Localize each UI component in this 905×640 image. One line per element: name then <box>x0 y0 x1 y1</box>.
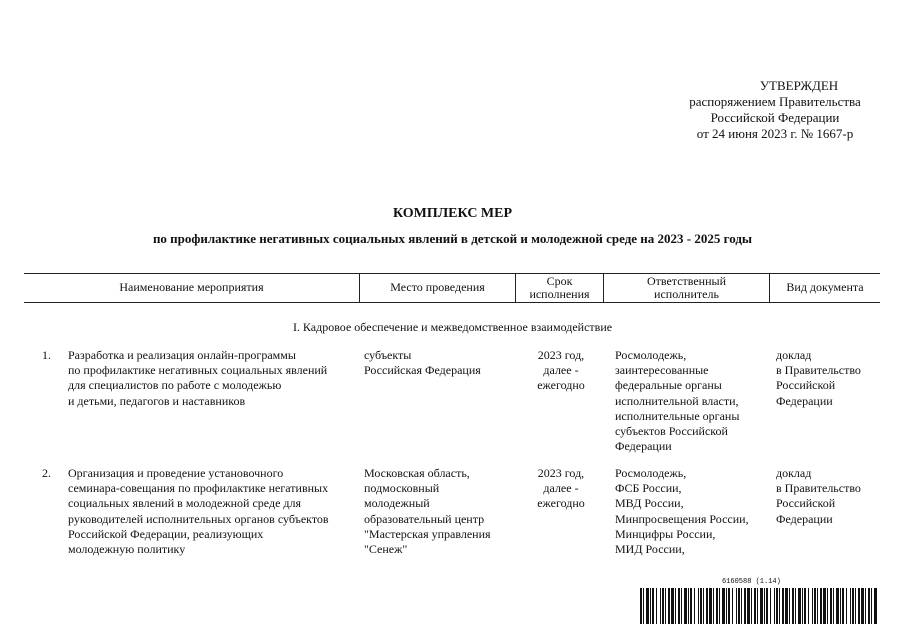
table-header-bottom-border <box>24 302 880 303</box>
barcode-bar <box>770 588 771 624</box>
barcode-bar <box>681 588 682 624</box>
barcode-bar <box>694 588 695 624</box>
barcode-bar <box>779 588 780 624</box>
barcode-bar <box>868 588 870 624</box>
barcode-bar <box>861 588 864 624</box>
barcode-bar <box>703 588 704 624</box>
barcode-bar <box>757 588 758 624</box>
document-subtitle: по профилактике негативных социальных явлений в детской и молодежной среде на 2023 - 2025 годы <box>152 231 753 246</box>
barcode-bar <box>802 588 803 624</box>
barcode-bar <box>684 588 687 624</box>
row-term: 2023 год, далее - ежегодно <box>537 348 585 393</box>
barcode-bar <box>846 588 847 624</box>
header-name: Наименование мероприятия <box>119 280 264 294</box>
barcode-bar <box>798 588 801 624</box>
approval-line-2: распоряжением Правительства <box>689 94 861 109</box>
barcode-bar <box>652 588 654 624</box>
barcode-bar <box>760 588 763 624</box>
barcode-bar <box>795 588 796 624</box>
barcode-bar <box>852 588 854 624</box>
barcode-bar <box>747 588 750 624</box>
barcode-bar <box>668 588 670 624</box>
barcode-bar <box>789 588 790 624</box>
barcode-bar <box>738 588 740 624</box>
barcode-bar <box>836 588 839 624</box>
barcode-bar <box>675 588 676 624</box>
barcode-bar <box>688 588 689 624</box>
barcode-number: 6160588 (1.14) <box>722 578 781 586</box>
header-responsible: Ответственный исполнитель <box>646 273 727 301</box>
barcode-bar <box>833 588 834 624</box>
barcode-bar <box>646 588 649 624</box>
row-number: 1. <box>42 348 51 362</box>
row-responsible: Росмолодежь, заинтересованные федеральные органы исполнительной власти, исполнительные органы субъектов Российской Федерации <box>615 348 740 454</box>
barcode-bar <box>700 588 702 624</box>
barcode-bar <box>706 588 708 624</box>
barcode-bar <box>732 588 733 624</box>
approval-title: УТВЕРЖДЕН <box>759 78 839 93</box>
row-term: 2023 год, далее - ежегодно <box>537 466 585 511</box>
barcode-bar <box>764 588 765 624</box>
barcode-bar <box>817 588 818 624</box>
barcode-bar <box>776 588 778 624</box>
barcode-bar <box>678 588 680 624</box>
approval-line-3: Российской Федерации <box>710 110 840 125</box>
barcode-bar <box>751 588 752 624</box>
barcode-bar <box>840 588 841 624</box>
row-place: субъекты Российская Федерация <box>364 348 481 378</box>
barcode-bar <box>741 588 742 624</box>
barcode-bar <box>643 588 644 624</box>
barcode-bar <box>808 588 809 624</box>
barcode-bar <box>871 588 872 624</box>
barcode-bar <box>660 588 661 624</box>
barcode-bar <box>640 588 642 624</box>
barcode-bar <box>850 588 851 624</box>
approval-block <box>660 78 890 142</box>
header-place: Место проведения <box>390 280 485 294</box>
row-name: Разработка и реализация онлайн-программы по профилактике негативных социальных явлений для специалистов по работе с молодежью и детьми, педагогов и наставников <box>68 348 328 408</box>
barcode-bar <box>874 588 877 624</box>
row-number: 2. <box>42 466 51 480</box>
barcode-bar <box>662 588 664 624</box>
barcode-bar <box>774 588 775 624</box>
approval-line-4: от 24 июня 2023 г. № 1667-р <box>696 126 854 141</box>
barcode-bar <box>719 588 720 624</box>
barcode-bar <box>785 588 788 624</box>
barcode-bar <box>782 588 784 624</box>
barcode-bar <box>716 588 718 624</box>
row-document: доклад в Правительство Российской Федерации <box>776 466 861 526</box>
barcode-bar <box>709 588 712 624</box>
barcode-bar <box>650 588 651 624</box>
barcode-bar <box>865 588 866 624</box>
barcode-bar <box>713 588 714 624</box>
barcode-bar <box>812 588 813 624</box>
barcode-bar <box>690 588 692 624</box>
barcode-bar <box>792 588 794 624</box>
barcode-image <box>640 588 880 624</box>
barcode-bar <box>820 588 822 624</box>
barcode-bar <box>804 588 806 624</box>
barcode-bar <box>842 588 844 624</box>
barcode-bar <box>823 588 826 624</box>
barcode-bar <box>726 588 727 624</box>
barcode-bar <box>754 588 756 624</box>
document-title: КОМПЛЕКС МЕР <box>392 206 513 221</box>
barcode-bar <box>830 588 832 624</box>
barcode-bar <box>766 588 768 624</box>
barcode-bar <box>722 588 725 624</box>
barcode-bar <box>671 588 674 624</box>
row-name: Организация и проведение установочного семинара-совещания по профилактике негативных социальных явлений в молодежной среде для руководителей исполнительных органов субъектов Российской Федерации, реализующих молодежную политику <box>68 466 329 557</box>
header-term: Срок исполнения <box>529 273 590 301</box>
barcode-bar <box>728 588 730 624</box>
barcode-bar <box>855 588 856 624</box>
section-heading: I. Кадровое обеспечение и межведомственное взаимодействие <box>292 320 613 334</box>
row-responsible: Росмолодежь, ФСБ России, МВД России, Минпросвещения России, Минцифры России, МИД России, <box>615 466 749 557</box>
barcode-bar <box>827 588 828 624</box>
barcode-bar <box>698 588 699 624</box>
barcode-bar <box>656 588 657 624</box>
barcode-bar <box>665 588 666 624</box>
header-document: Вид документа <box>786 280 864 294</box>
row-place: Московская область, подмосковный молодежный образовательный центр "Мастерская управления "Сенеж" <box>364 466 491 557</box>
barcode-bar <box>858 588 860 624</box>
barcode-bar <box>744 588 746 624</box>
row-document: доклад в Правительство Российской Федерации <box>776 348 861 408</box>
barcode-bar <box>736 588 737 624</box>
barcode-bar <box>814 588 816 624</box>
